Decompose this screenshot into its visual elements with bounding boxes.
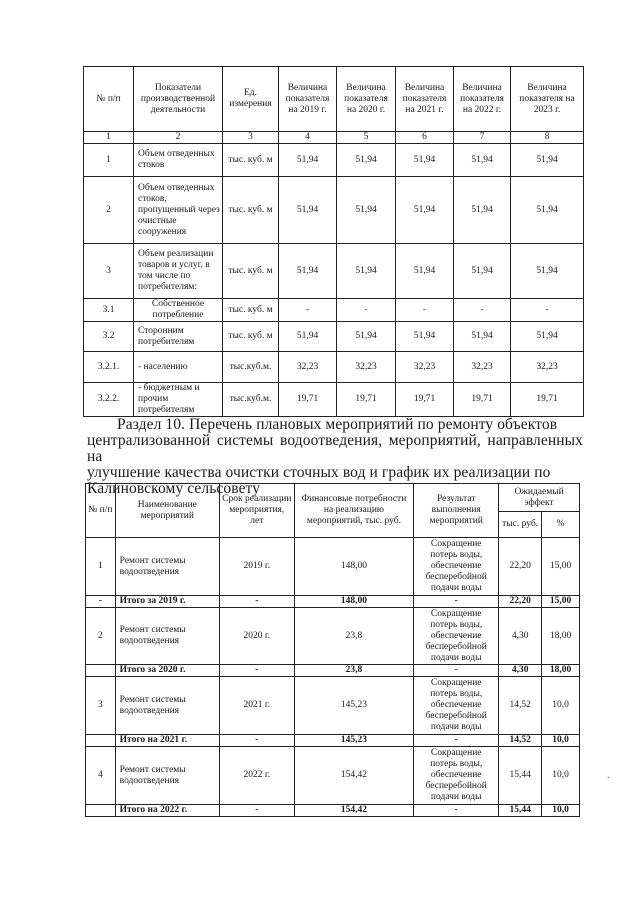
- row-value: 51,94: [337, 244, 396, 299]
- row-value: 51,94: [279, 244, 337, 299]
- t1-header-cell: Величина показателя на 2021 г.: [396, 67, 454, 132]
- total-need: 148,00: [294, 596, 414, 608]
- row-year: 2019 г.: [219, 538, 294, 596]
- row-name: Ремонт системы водоотведения: [115, 747, 219, 805]
- row-value: 51,94: [396, 177, 454, 244]
- row-value: 19,71: [454, 383, 511, 417]
- total-result: -: [414, 596, 499, 608]
- total-label: Итого за 2019 г.: [115, 596, 219, 608]
- row-value: 51,94: [337, 144, 396, 177]
- table-row: [86, 747, 580, 805]
- total-label: Итого на 2021 г.: [115, 735, 219, 747]
- table1-colnum-row: [84, 132, 584, 144]
- t1-colnum: 6: [396, 132, 454, 144]
- total-num: [86, 735, 116, 747]
- row-need: 23,8: [294, 608, 414, 665]
- section-line: централизованной системы водоотведения, мероприятий, направленных на: [87, 432, 583, 465]
- row-name: - населению: [134, 352, 223, 383]
- total-term: -: [219, 665, 294, 677]
- table-row: [84, 144, 584, 177]
- row-rub: 4,30: [499, 608, 542, 665]
- t2-header-cell: Наименование мероприятий: [115, 484, 219, 538]
- row-name: Объем отведенных стоков: [134, 144, 223, 177]
- total-rub: 4,30: [499, 665, 542, 677]
- total-result: -: [414, 665, 499, 677]
- row-num: 1: [86, 538, 116, 596]
- table-row: [86, 608, 580, 665]
- row-value: 51,94: [279, 322, 337, 352]
- total-rub: 15,44: [499, 805, 542, 817]
- row-unit: тыс. куб. м: [223, 299, 279, 322]
- row-name: - бюджетным и прочим потребителям: [134, 383, 223, 417]
- total-pct: 15,00: [542, 596, 580, 608]
- row-num: 2: [86, 608, 116, 665]
- t1-colnum: 7: [454, 132, 511, 144]
- row-pct: 10,0: [542, 747, 580, 805]
- row-value: 32,23: [279, 352, 337, 383]
- row-value: 19,71: [396, 383, 454, 417]
- t1-header-cell: Величина показателя на 2020 г.: [337, 67, 396, 132]
- total-need: 154,42: [294, 805, 414, 817]
- row-name: Собственное потребление: [134, 299, 223, 322]
- table-row: [84, 352, 584, 383]
- row-need: 154,42: [294, 747, 414, 805]
- total-row: [86, 805, 580, 817]
- table2-header-row: [86, 484, 580, 512]
- t1-header-cell: Величина показателя на 2023 г.: [511, 67, 584, 132]
- row-unit: тыс.куб.м.: [223, 352, 279, 383]
- section-line: Раздел 10. Перечень плановых мероприятий по ремонту объектов: [117, 416, 558, 433]
- row-value: 32,23: [396, 352, 454, 383]
- row-name: Сторонним потребителям: [134, 322, 223, 352]
- row-unit: тыс. куб. м: [223, 177, 279, 244]
- table-row: [84, 244, 584, 299]
- row-value: -: [337, 299, 396, 322]
- row-value: 19,71: [279, 383, 337, 417]
- t2-header-cell: Срок реализации мероприятия, лет: [219, 484, 294, 538]
- table-row: [84, 177, 584, 244]
- total-term: -: [219, 735, 294, 747]
- row-pct: 15,00: [542, 538, 580, 596]
- row-rub: 15,44: [499, 747, 542, 805]
- row-name: Ремонт системы водоотведения: [115, 538, 219, 596]
- row-rub: 14,52: [499, 677, 542, 735]
- total-pct: 10,0: [542, 805, 580, 817]
- row-name: Объем реализации товаров и услуг, в том числе по потребителям:: [134, 244, 223, 299]
- row-num: 4: [86, 747, 116, 805]
- row-year: 2020 г.: [219, 608, 294, 665]
- row-value: 51,94: [511, 177, 584, 244]
- total-need: 145,23: [294, 735, 414, 747]
- t1-header-cell: Показатели производственной деятельности: [134, 67, 223, 132]
- total-label: Итого за 2020 г.: [115, 665, 219, 677]
- row-value: -: [396, 299, 454, 322]
- row-name: Ремонт системы водоотведения: [115, 677, 219, 735]
- total-row: [86, 596, 580, 608]
- t1-header-cell: № п/п: [84, 67, 134, 132]
- total-label: Итого на 2022 г.: [115, 805, 219, 817]
- table1-header-row: [84, 67, 584, 132]
- row-value: 51,94: [279, 177, 337, 244]
- row-value: 51,94: [454, 322, 511, 352]
- row-unit: тыс. куб. м: [223, 244, 279, 299]
- row-need: 145,23: [294, 677, 414, 735]
- row-value: 19,71: [511, 383, 584, 417]
- row-value: 51,94: [396, 322, 454, 352]
- row-num: 3.2.1.: [84, 352, 134, 383]
- row-rub: 22,20: [499, 538, 542, 596]
- row-year: 2021 г.: [219, 677, 294, 735]
- total-num: [86, 665, 116, 677]
- total-result: -: [414, 735, 499, 747]
- row-value: -: [454, 299, 511, 322]
- row-unit: тыс.куб.м.: [223, 383, 279, 417]
- t1-colnum: 5: [337, 132, 396, 144]
- total-pct: 18,00: [542, 665, 580, 677]
- t2-header-cell: Финансовые потребности на реализацию мероприятий, тыс. руб.: [294, 484, 414, 538]
- total-rub: 22,20: [499, 596, 542, 608]
- row-result: Сокращение потерь воды, обеспечение бесперебойной подачи воды: [414, 677, 499, 735]
- table-row: [86, 677, 580, 735]
- t1-colnum: 4: [279, 132, 337, 144]
- table-row: [84, 383, 584, 417]
- row-name: Объем отведенных стоков, пропущенный через очистные сооружения: [134, 177, 223, 244]
- production-indicators-table: [83, 66, 584, 417]
- row-value: 32,23: [337, 352, 396, 383]
- row-unit: тыс. куб. м: [223, 144, 279, 177]
- row-value: 51,94: [337, 322, 396, 352]
- total-num: -: [86, 596, 116, 608]
- row-num: 3: [86, 677, 116, 735]
- total-num: [86, 805, 116, 817]
- total-rub: 14,52: [499, 735, 542, 747]
- row-value: 51,94: [337, 177, 396, 244]
- row-num: 3.1: [84, 299, 134, 322]
- t1-header-cell: Величина показателя на 2019 г.: [279, 67, 337, 132]
- row-value: 51,94: [454, 244, 511, 299]
- row-value: 19,71: [337, 383, 396, 417]
- total-term: -: [219, 805, 294, 817]
- row-value: -: [511, 299, 584, 322]
- row-result: Сокращение потерь воды, обеспечение бесперебойной подачи воды: [414, 608, 499, 665]
- table-row: [86, 538, 580, 596]
- row-num: 3.2.2.: [84, 383, 134, 417]
- t2-header-cell: тыс. руб.: [499, 512, 542, 538]
- section-line: Калиновскому сельсовету: [87, 480, 261, 497]
- row-value: 32,23: [511, 352, 584, 383]
- row-value: 51,94: [511, 144, 584, 177]
- total-need: 23,8: [294, 665, 414, 677]
- row-value: 51,94: [396, 244, 454, 299]
- row-value: 51,94: [454, 144, 511, 177]
- row-value: 51,94: [396, 144, 454, 177]
- row-num: 3.2: [84, 322, 134, 352]
- t1-header-cell: Величина показателя на 2022 г.: [454, 67, 511, 132]
- row-value: 32,23: [454, 352, 511, 383]
- total-term: -: [219, 596, 294, 608]
- t2-header-cell: Ожидаемый эффект: [499, 484, 580, 512]
- row-pct: 18,00: [542, 608, 580, 665]
- t1-colnum: 1: [84, 132, 134, 144]
- margin-mark: .: [607, 770, 610, 781]
- row-num: 3: [84, 244, 134, 299]
- row-result: Сокращение потерь воды, обеспечение бесперебойной подачи воды: [414, 538, 499, 596]
- t2-header-cell: № п/п: [86, 484, 116, 538]
- row-value: 51,94: [454, 177, 511, 244]
- table-row: [84, 322, 584, 352]
- total-row: [86, 665, 580, 677]
- row-value: 51,94: [279, 144, 337, 177]
- row-value: 51,94: [511, 322, 584, 352]
- t1-header-cell: Ед. измерения: [223, 67, 279, 132]
- t1-colnum: 2: [134, 132, 223, 144]
- row-pct: 10,0: [542, 677, 580, 735]
- row-num: 1: [84, 144, 134, 177]
- t1-colnum: 8: [511, 132, 584, 144]
- row-value: 51,94: [511, 244, 584, 299]
- row-unit: тыс. куб. м: [223, 322, 279, 352]
- row-need: 148,00: [294, 538, 414, 596]
- section-line: улучшение качества очистки сточных вод и график их реализации по: [87, 464, 551, 481]
- row-name: Ремонт системы водоотведения: [115, 608, 219, 665]
- total-result: -: [414, 805, 499, 817]
- row-value: -: [279, 299, 337, 322]
- total-pct: 10,0: [542, 735, 580, 747]
- row-result: Сокращение потерь воды, обеспечение бесперебойной подачи воды: [414, 747, 499, 805]
- t2-header-cell: Результат выполнения мероприятий: [414, 484, 499, 538]
- total-row: [86, 735, 580, 747]
- table-row: [84, 299, 584, 322]
- measures-table: [85, 483, 580, 817]
- row-num: 2: [84, 177, 134, 244]
- t2-header-cell: %: [542, 512, 580, 538]
- row-year: 2022 г.: [219, 747, 294, 805]
- t1-colnum: 3: [223, 132, 279, 144]
